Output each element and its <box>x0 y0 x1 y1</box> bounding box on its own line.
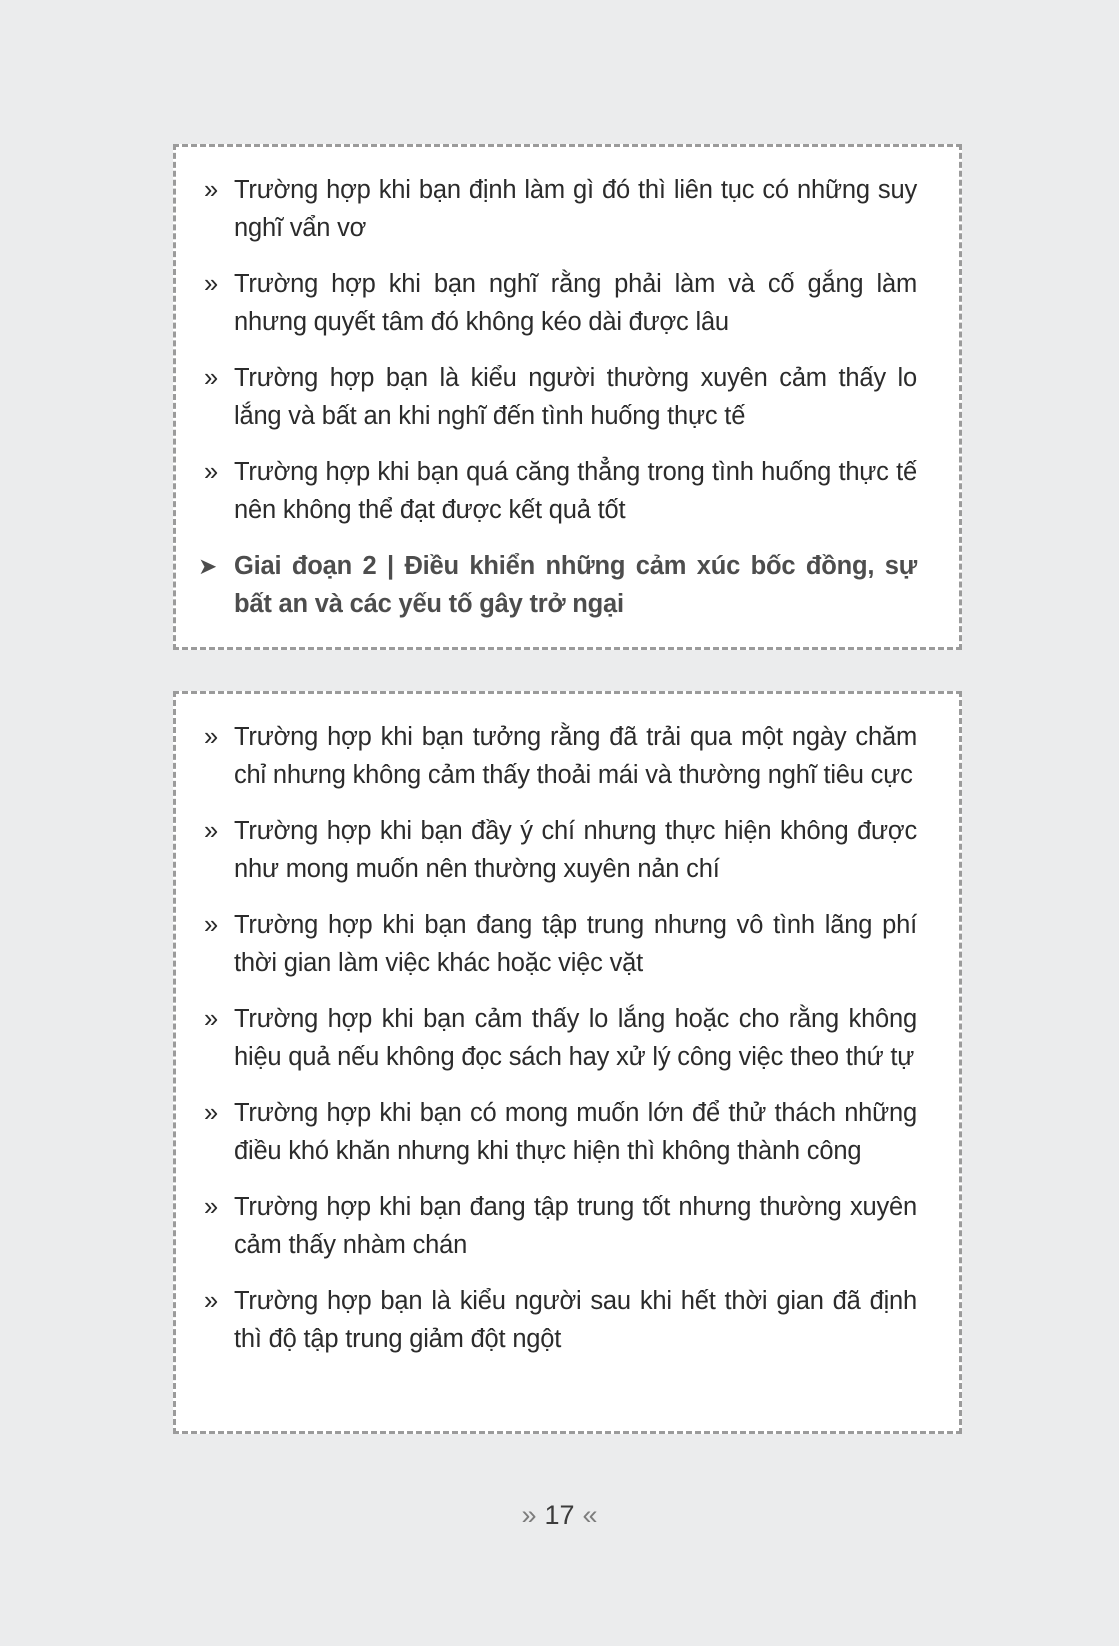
list-item-text: Trường hợp khi bạn cảm thấy lo lắng hoặc cho rằng không hiệu quả nếu không đọc sách hay xử lý công việc theo thứ tự <box>234 1005 917 1071</box>
double-chevron-bullet-icon: » <box>204 176 218 204</box>
double-chevron-bullet-icon: » <box>204 1287 218 1315</box>
arrowhead-bullet-icon: ➤ <box>198 553 218 579</box>
double-chevron-bullet-icon: » <box>204 1193 218 1221</box>
double-chevron-bullet-icon: » <box>204 458 218 486</box>
list-item <box>198 171 917 247</box>
list-item <box>198 718 917 794</box>
list-item <box>198 1094 917 1170</box>
list-item-text: Trường hợp khi bạn nghĩ rằng phải làm và cố gắng làm nhưng quyết tâm đó không kéo dài được lâu <box>234 270 917 336</box>
list-item <box>198 265 917 341</box>
list-item-text: Trường hợp khi bạn đang tập trung tốt nhưng thường xuyên cảm thấy nhàm chán <box>234 1193 917 1259</box>
dashed-list-box-top <box>173 144 962 650</box>
list-item-text: Trường hợp khi bạn tưởng rằng đã trải qua một ngày chăm chỉ nhưng không cảm thấy thoải mái và thường nghĩ tiêu cực <box>234 723 917 789</box>
list-item <box>198 1282 917 1358</box>
footer-right-guillemet-icon: « <box>582 1500 598 1530</box>
list-item-text: Trường hợp khi bạn đầy ý chí nhưng thực hiện không được như mong muốn nên thường xuyên nản chí <box>234 817 917 883</box>
double-chevron-bullet-icon: » <box>204 1005 218 1033</box>
list-item <box>198 453 917 529</box>
double-chevron-bullet-icon: » <box>204 723 218 751</box>
double-chevron-bullet-icon: » <box>204 270 218 298</box>
list-item-text: Trường hợp khi bạn định làm gì đó thì liên tục có những suy nghĩ vẩn vơ <box>234 176 917 242</box>
double-chevron-bullet-icon: » <box>204 911 218 939</box>
list-item-text: Trường hợp khi bạn có mong muốn lớn để thử thách những điều khó khăn nhưng khi thực hiện thì không thành công <box>234 1099 917 1165</box>
list-item-text: Trường hợp khi bạn đang tập trung nhưng vô tình lãng phí thời gian làm việc khác hoặc việc vặt <box>234 911 917 977</box>
stage-heading-text: Giai đoạn 2 | Điều khiển những cảm xúc bốc đồng, sự bất an và các yếu tố gây trở ngại <box>234 552 917 618</box>
list-item <box>198 812 917 888</box>
list-item <box>198 359 917 435</box>
dashed-list-box-bottom <box>173 691 962 1434</box>
list-item-text: Trường hợp bạn là kiểu người sau khi hết thời gian đã định thì độ tập trung giảm đột ngột <box>234 1287 917 1353</box>
list-item <box>198 1188 917 1264</box>
double-chevron-bullet-icon: » <box>204 817 218 845</box>
double-chevron-bullet-icon: » <box>204 1099 218 1127</box>
list-item <box>198 906 917 982</box>
footer-left-guillemet-icon: » <box>521 1500 537 1530</box>
double-chevron-bullet-icon: » <box>204 364 218 392</box>
stage-heading-item <box>198 547 917 623</box>
page-number: 17 <box>544 1500 575 1530</box>
list-item-text: Trường hợp khi bạn quá căng thẳng trong tình huống thực tế nên không thể đạt được kết quả tốt <box>234 458 917 524</box>
list-item <box>198 1000 917 1076</box>
list-item-text: Trường hợp bạn là kiểu người thường xuyên cảm thấy lo lắng và bất an khi nghĩ đến tình huống thực tế <box>234 364 917 430</box>
page-footer <box>0 1498 1119 1532</box>
